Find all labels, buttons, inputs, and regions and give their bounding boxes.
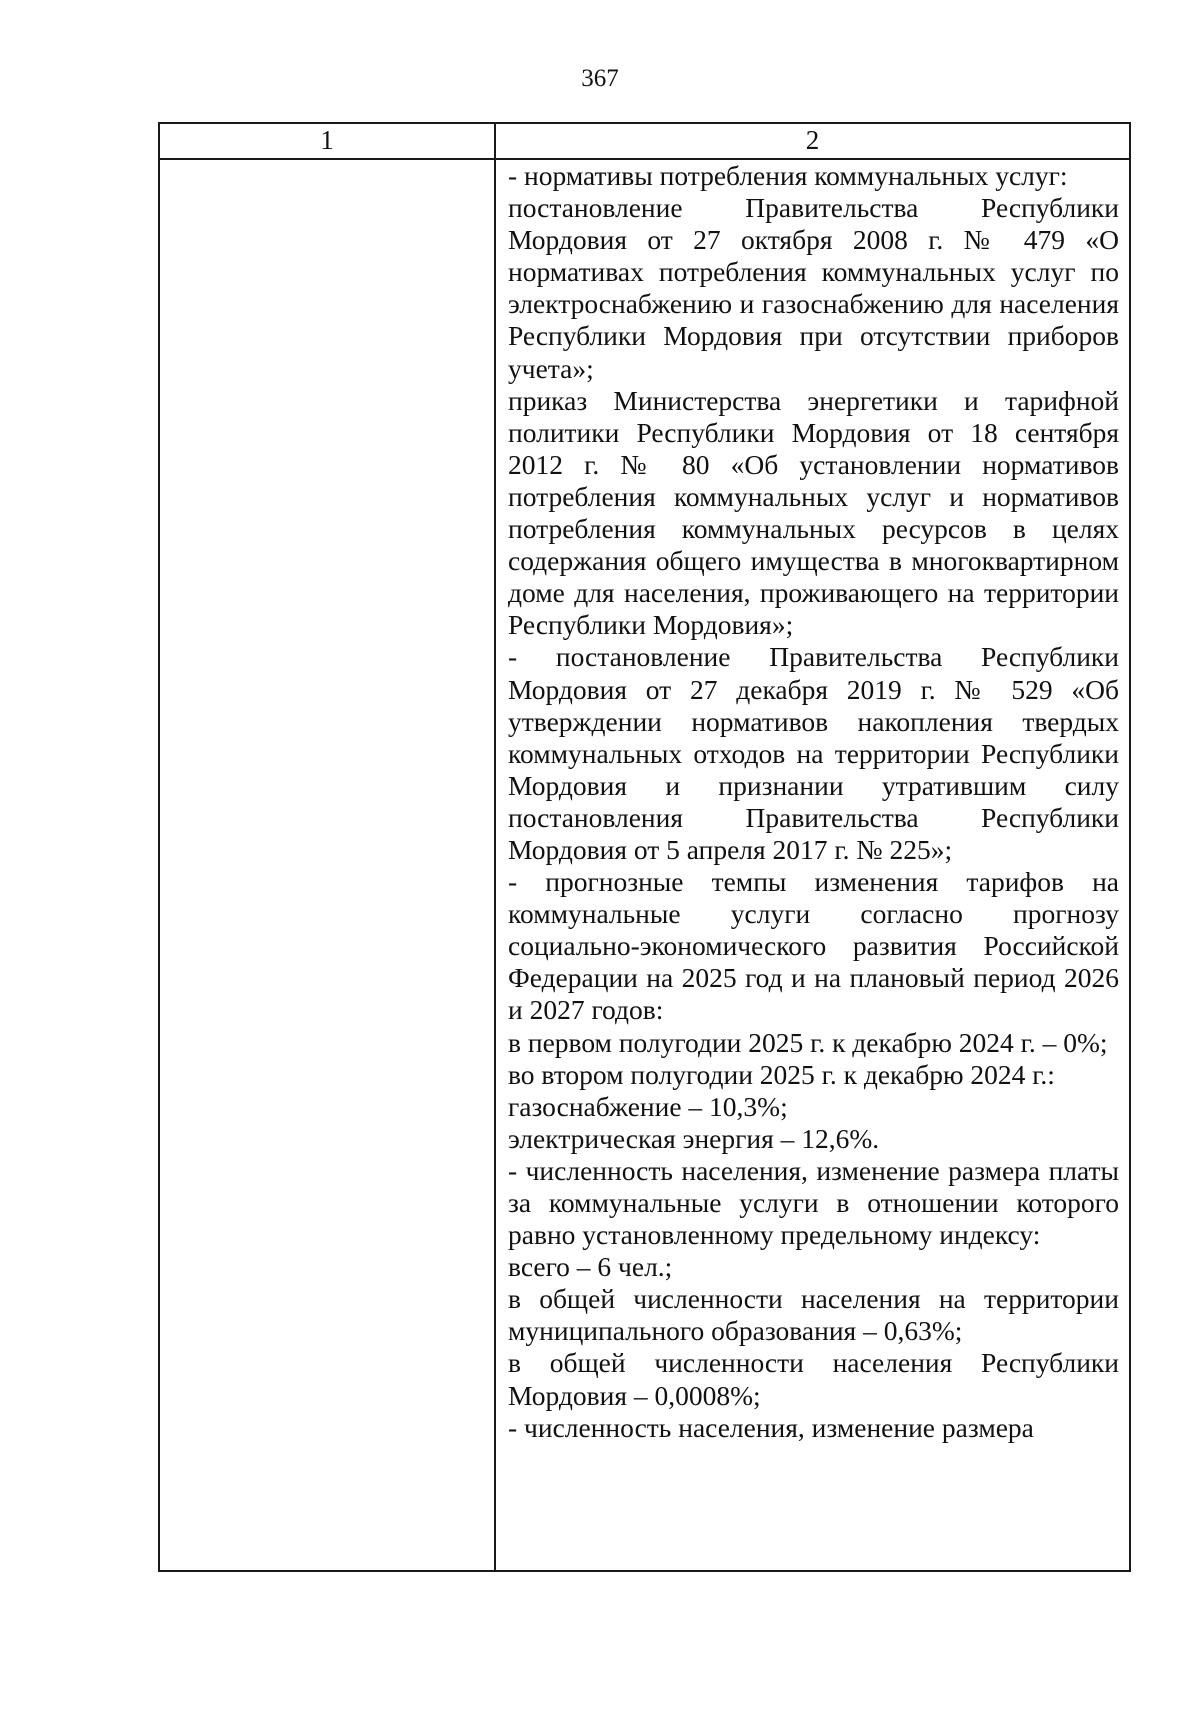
page-number: 367 <box>581 65 619 92</box>
document-table <box>158 122 1131 1572</box>
column-2-cell <box>496 160 1129 1570</box>
paragraph-resolution-529: - постановление Правительства Республики Мордовия от 27 декабря 2019 г. № 529 «Об утверждении нормативов накопления твердых коммунальных отходов на территории Республики Мордовия и признании утратившим силу постановления Правительства Республики Мордовия от 5 апреля 2017 г. № 225»; <box>508 641 1119 865</box>
paragraph-population-equal-index: - численность населения, изменение размера платы за коммунальные услуги в отношении которого равно установленному предельному индексу: <box>508 1154 1119 1251</box>
paragraph-resolution-479: постановление Правительства Республики Мордовия от 27 октября 2008 г. № 479 «О нормативах потребления коммунальных услуг по электроснабжению и газоснабжению для населения Республики Мордовия при отсутствии приборов учета»; <box>508 192 1119 384</box>
paragraph-second-half-2025: во втором полугодии 2025 г. к декабрю 2024 г.: <box>508 1058 1055 1090</box>
paragraph-municipal-share: в общей численности населения на территории муниципального образования – 0,63%; <box>508 1283 1119 1347</box>
paragraph-order-80: приказ Министерства энергетики и тарифной политики Республики Мордовия от 18 сентября 2012 г. № 80 «Об установлении нормативов потребления коммунальных услуг и нормативов потребления коммунальных ресурсов в целях содержания общего имущества в многоквартирном доме для населения, проживающего на территории Республики Мордовия»; <box>508 384 1119 641</box>
table-row <box>160 160 1129 1570</box>
table-header-row <box>160 124 1129 160</box>
paragraph-first-half-2025: в первом полугодии 2025 г. к декабрю 2024 г. – 0%; <box>508 1026 1108 1058</box>
column-header-2: 2 <box>805 125 820 155</box>
paragraph-consumption-norms-heading: - нормативы потребления коммунальных услуг: <box>508 160 1068 191</box>
paragraph-population-continued: - численность населения, изменение размера <box>508 1411 1034 1443</box>
paragraph-electricity-rate: электрическая энергия – 12,6%. <box>508 1122 880 1154</box>
paragraph-forecast-tariff-rates: - прогнозные темпы изменения тарифов на коммунальные услуги согласно прогнозу социально-экономического развития Российской Федерации на 2025 год и на плановый период 2026 и 2027 годов: <box>508 866 1119 1026</box>
column-header-1: 1 <box>160 124 496 158</box>
paragraph-total-persons: всего – 6 чел.; <box>508 1251 673 1283</box>
paragraph-gas-supply-rate: газоснабжение – 10,3%; <box>508 1090 788 1122</box>
column-1-cell <box>160 160 496 1570</box>
paragraph-republic-share: в общей численности населения Республики Мордовия – 0,0008%; <box>508 1347 1119 1411</box>
